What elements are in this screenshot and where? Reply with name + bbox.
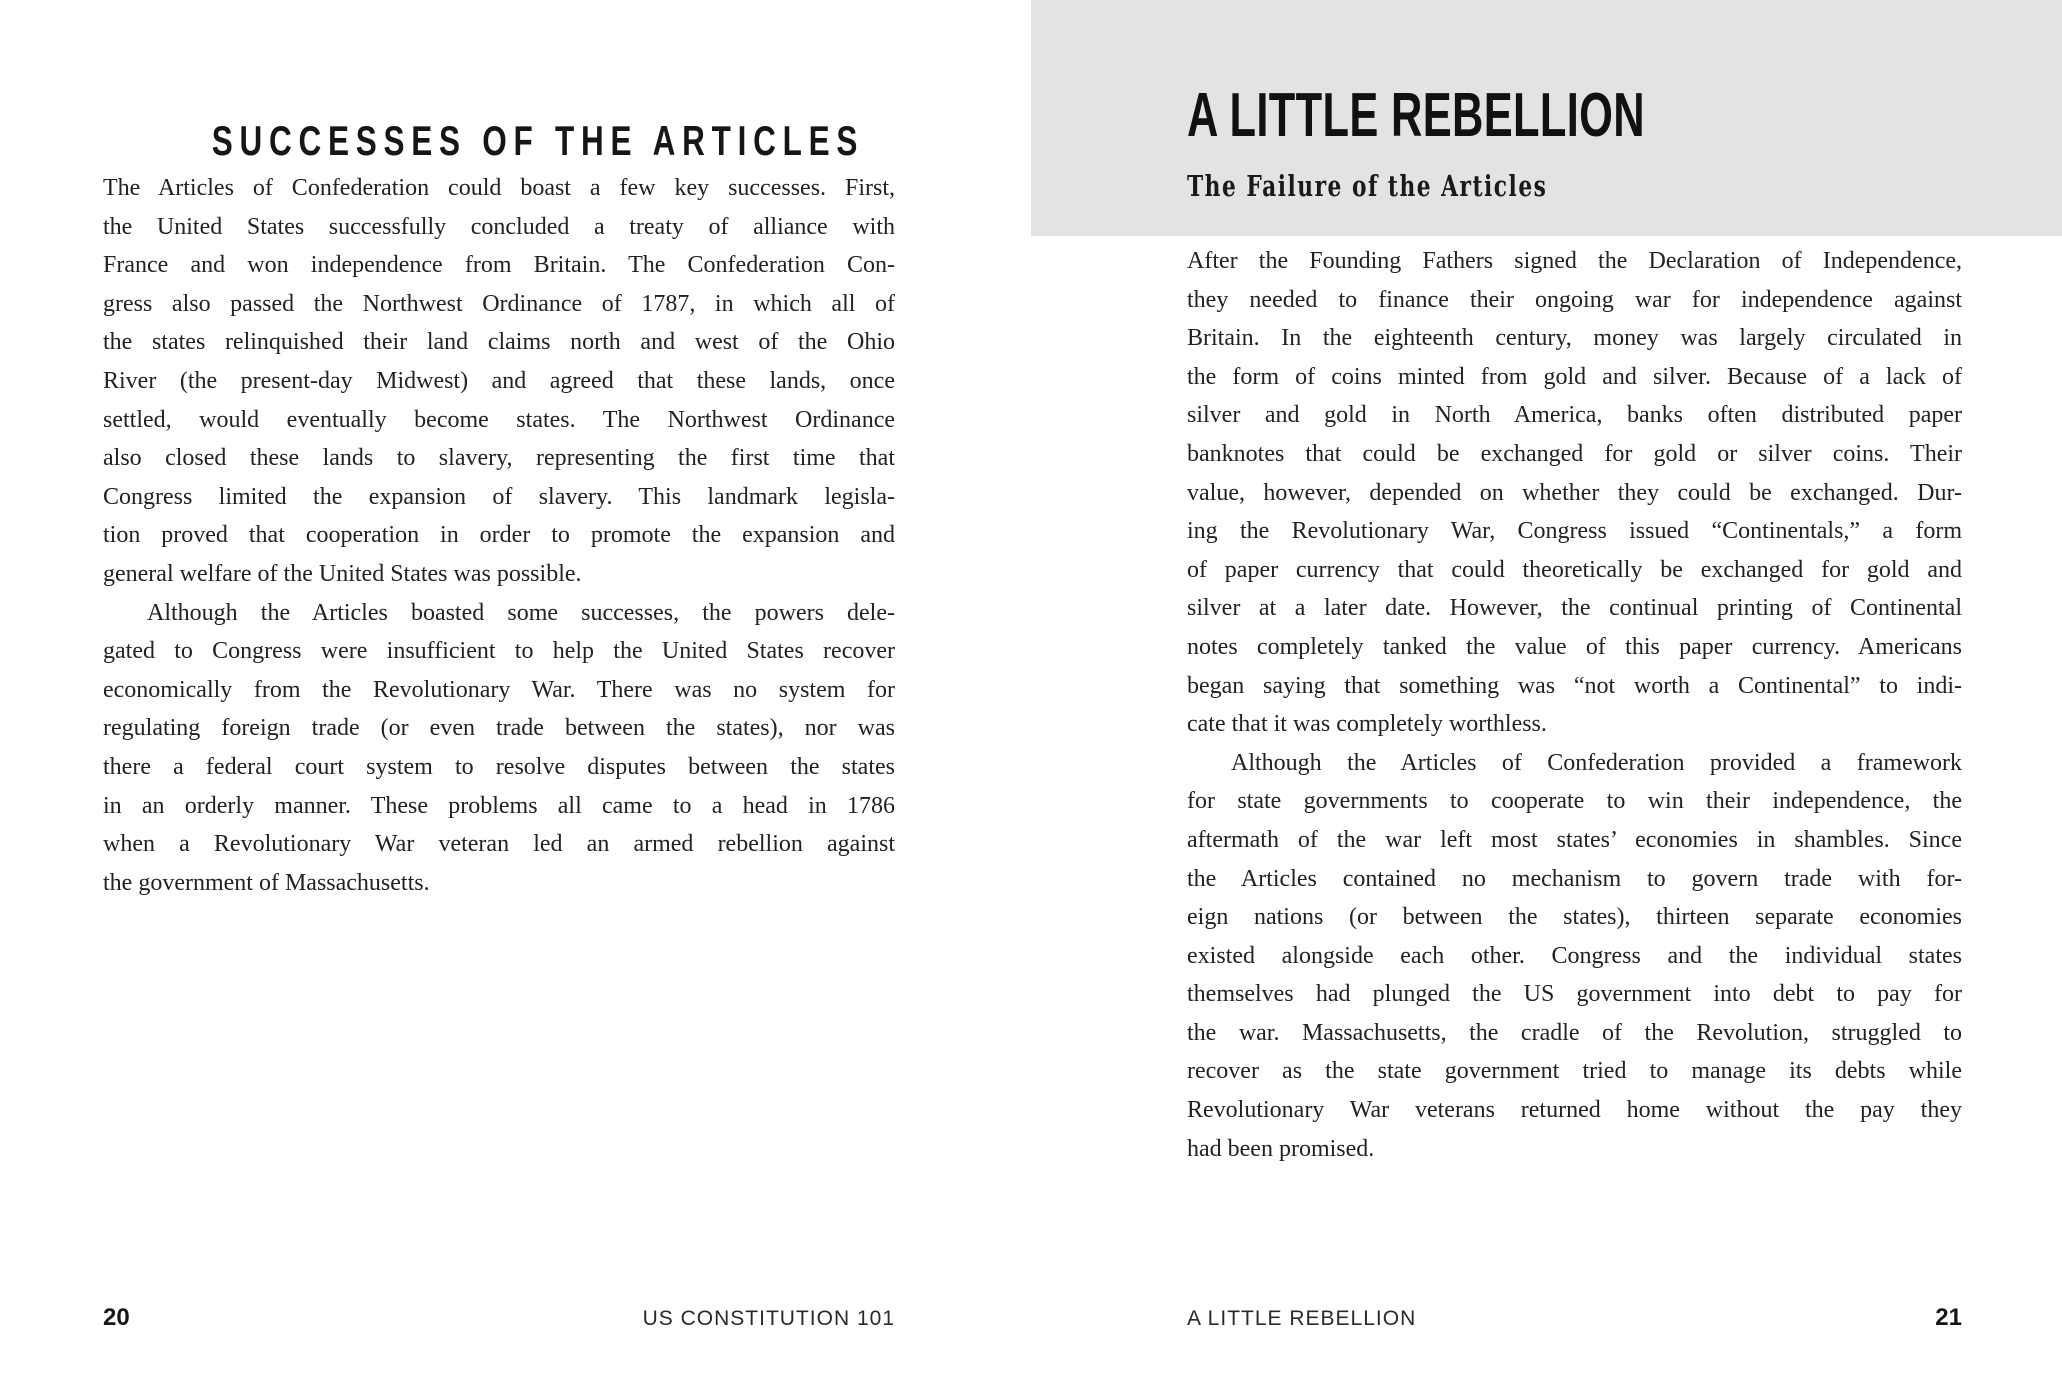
chapter-header-band [1031, 0, 2062, 236]
text-line: After the Founding Fathers signed the Declaration of Independence, [1187, 248, 1962, 274]
text-line: aftermath of the war left most states’ economies in shambles. Since [1187, 826, 1962, 853]
text-line: also closed these lands to slavery, representing the first time that [103, 445, 895, 472]
text-line: Revolutionary War veterans returned home without the pay they [1187, 1097, 1962, 1124]
text-line: themselves had plunged the US government into debt to pay for [1187, 981, 1962, 1008]
left-page-number: 20 [103, 1304, 130, 1331]
text-line: Although the Articles of Confederation provided a framework [1231, 749, 1962, 776]
right-running-title: A LITTLE REBELLION [1187, 1307, 1417, 1330]
text-line: the government of Massachusetts. [103, 869, 430, 896]
text-line: regulating foreign trade (or even trade between the states), nor was [103, 715, 895, 742]
text-line: value, however, depended on whether they could be exchanged. Dur- [1187, 479, 1962, 506]
left-page-body-text [103, 169, 895, 902]
text-line: tion proved that cooperation in order to promote the expansion and [103, 522, 895, 549]
text-line: general welfare of the United States was possible. [103, 560, 582, 587]
text-line: silver and gold in North America, banks often distributed paper [1187, 402, 1962, 429]
paragraph [103, 594, 895, 903]
text-line: gated to Congress were insufficient to help the United States recover [103, 638, 895, 665]
text-line: France and won independence from Britain. The Confederation Con- [103, 252, 895, 279]
right-page-number: 21 [1935, 1304, 1962, 1331]
paragraph [103, 169, 895, 594]
text-line: gress also passed the Northwest Ordinance of 1787, in which all of [103, 290, 895, 317]
text-line: when a Revolutionary War veteran led an armed rebellion against [103, 831, 895, 858]
paragraph [1187, 744, 1962, 1169]
text-line: silver at a later date. However, the continual printing of Continental [1187, 595, 1962, 622]
text-line: existed alongside each other. Congress and the individual states [1187, 942, 1962, 969]
chapter-subtitle: The Failure of the Articles [1187, 169, 1548, 203]
text-line: for state governments to cooperate to win their independence, the [1187, 788, 1962, 815]
chapter-title: A LITTLE REBELLION [1187, 81, 1645, 150]
text-line: the United States successfully concluded a treaty of alliance with [103, 213, 895, 240]
text-line: cate that it was completely worthless. [1187, 711, 1547, 738]
text-line: the states relinquished their land claims north and west of the Ohio [103, 329, 895, 356]
text-line: Britain. In the eighteenth century, money was largely circulated in [1187, 325, 1962, 352]
text-line: economically from the Revolutionary War. There was no system for [103, 676, 895, 703]
left-page-heading-text: SUCCESSES OF THE ARTICLES [211, 116, 865, 164]
text-line: the Articles contained no mechanism to govern trade with for- [1187, 865, 1962, 892]
text-line: settled, would eventually become states. The Northwest Ordinance [103, 406, 895, 433]
text-line: The Articles of Confederation could boast a few key successes. First, [103, 175, 895, 201]
text-line: the war. Massachusetts, the cradle of the Revolution, struggled to [1187, 1019, 1962, 1046]
text-line: Congress limited the expansion of slavery. This landmark legisla- [103, 483, 895, 510]
text-line: recover as the state government tried to manage its debts while [1187, 1058, 1962, 1085]
text-line: in an orderly manner. These problems all came to a head in 1786 [103, 792, 895, 819]
right-page-body-text [1187, 242, 1962, 1168]
text-line: of paper currency that could theoretically be exchanged for gold and [1187, 556, 1962, 583]
text-line: Although the Articles boasted some successes, the powers dele- [147, 599, 895, 626]
left-running-title: US CONSTITUTION 101 [642, 1307, 895, 1330]
text-line: the form of coins minted from gold and silver. Because of a lack of [1187, 363, 1962, 390]
text-line: banknotes that could be exchanged for gold or silver coins. Their [1187, 440, 1962, 467]
text-line: there a federal court system to resolve disputes between the states [103, 753, 895, 780]
paragraph [1187, 242, 1962, 744]
text-line: eign nations (or between the states), thirteen separate economies [1187, 904, 1962, 931]
left-page-heading [103, 116, 895, 164]
text-line: began saying that something was “not worth a Continental” to indi- [1187, 672, 1962, 699]
text-line: had been promised. [1187, 1135, 1375, 1162]
text-line: they needed to finance their ongoing war for independence against [1187, 286, 1962, 313]
text-line: notes completely tanked the value of this paper currency. Americans [1187, 633, 1962, 660]
text-line: River (the present-day Midwest) and agreed that these lands, once [103, 367, 895, 394]
text-line: ing the Revolutionary War, Congress issued “Continentals,” a form [1187, 518, 1962, 545]
